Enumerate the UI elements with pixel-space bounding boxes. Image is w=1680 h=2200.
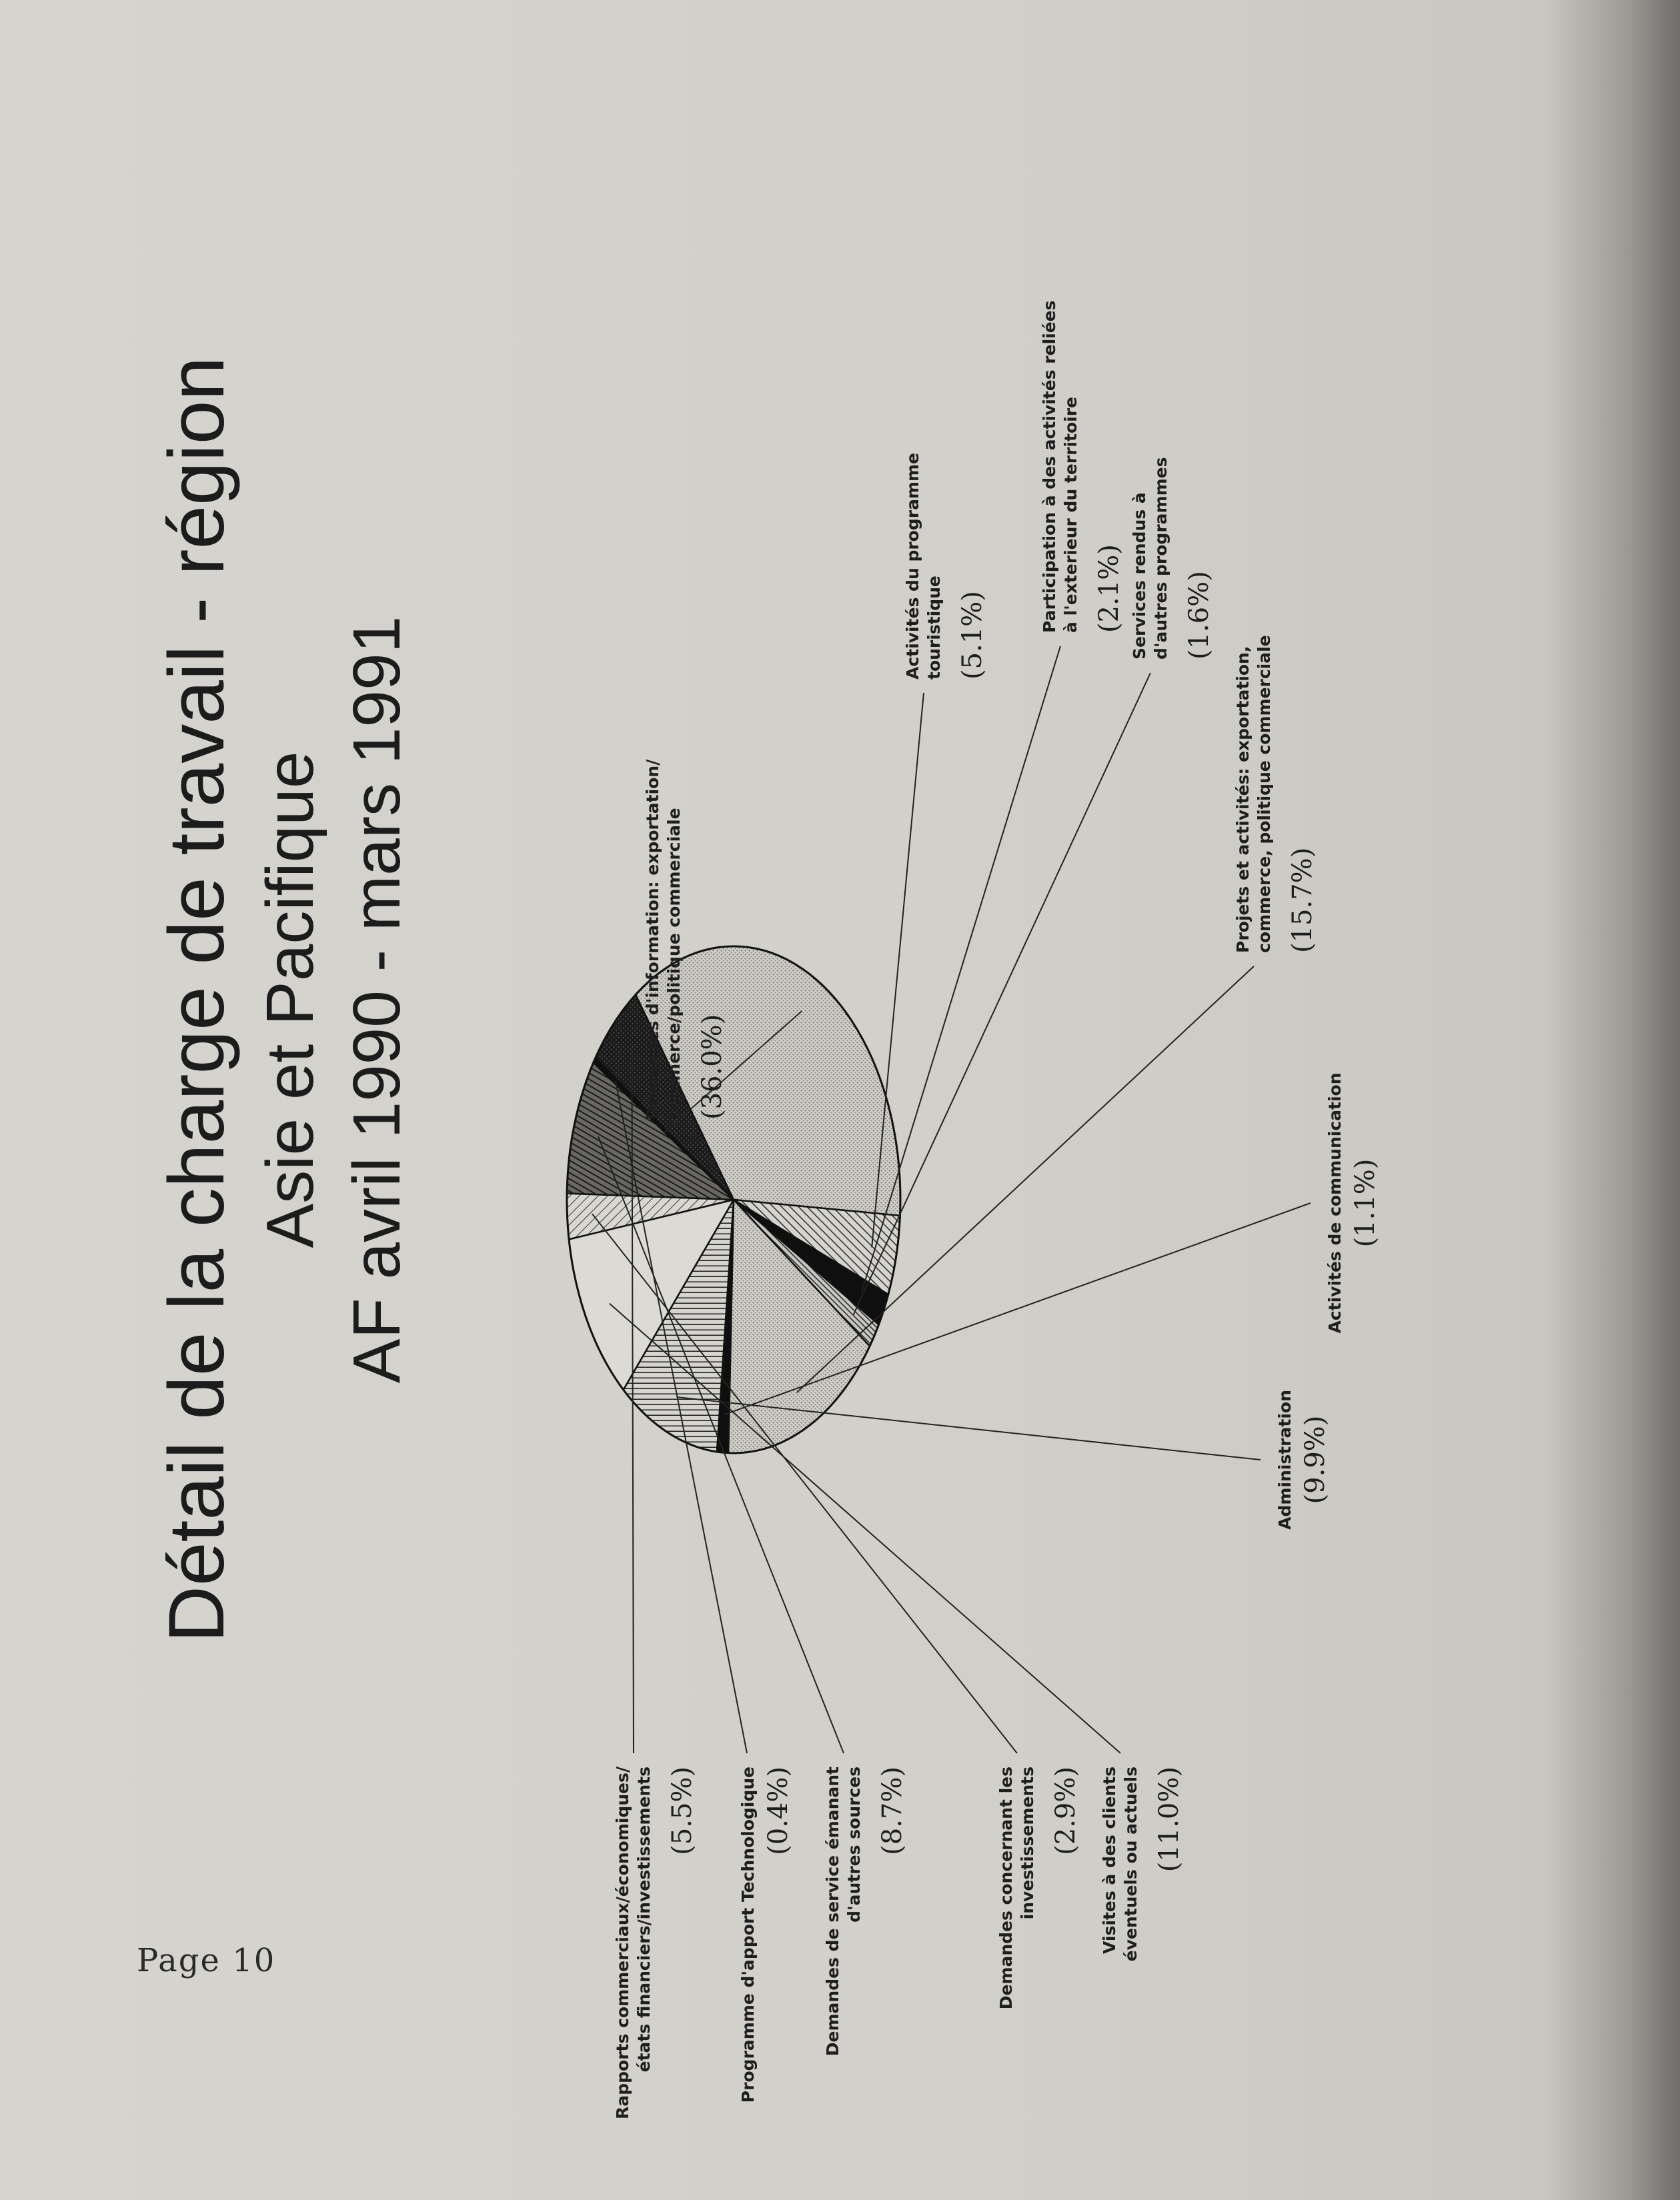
slice-percent: (8.7%) <box>877 1767 908 1855</box>
slice-label: Demandes de service émanant d'autres sources <box>823 1767 864 2057</box>
chart-title: Détail de la charge de travail - région <box>153 356 241 1643</box>
slice-percent: (36.0%) <box>697 1014 728 1120</box>
leader-line <box>853 673 1150 1315</box>
slice-percent: (1.1%) <box>1350 1158 1381 1248</box>
slice-label: Administration <box>1275 1390 1295 1530</box>
slice-label: Visites à des clients éventuels ou actuels <box>1100 1767 1140 1962</box>
chart-subtitle: Asie et Pacifique <box>253 751 327 1248</box>
slice-label: Programme d'apport Technologique <box>738 1767 758 2103</box>
slice-percent: (0.4%) <box>763 1767 794 1855</box>
slice-percent: (2.1%) <box>1094 544 1124 633</box>
slice-percent: (11.0%) <box>1154 1767 1184 1873</box>
slice-label: Rapports commerciaux/économiques/ états financiers/investissements <box>613 1767 654 2119</box>
slice-percent: (1.6%) <box>1184 571 1214 660</box>
slice-percent: (5.1%) <box>957 591 988 680</box>
slice-label: Demandes d'information: exportation/ commerce/politique commerciale <box>643 759 684 1120</box>
leader-line <box>610 1304 1120 1753</box>
leader-line <box>861 646 1060 1293</box>
slice-label: Demandes concernant les investissements <box>996 1767 1037 2010</box>
slice-percent: (9.9%) <box>1300 1415 1331 1504</box>
slice-label: Participation à des activités reliées à l'exterieur du territoire <box>1040 300 1080 633</box>
slice-label: Activités du programme touristique <box>903 453 944 680</box>
slice-percent: (5.5%) <box>667 1767 698 1855</box>
slice-percent: (15.7%) <box>1287 847 1318 953</box>
chart-period: AF avril 1990 - mars 1991 <box>339 616 414 1384</box>
page-number: Page 10 <box>137 1942 276 1979</box>
slice-percent: (2.9%) <box>1050 1767 1081 1855</box>
slice-label: Projets et activités: exportation, commerce, politique commerciale <box>1233 635 1274 953</box>
slice-label: Services rendus à d'autres programmes <box>1130 457 1170 660</box>
slice-label: Activités de communication <box>1325 1072 1345 1334</box>
